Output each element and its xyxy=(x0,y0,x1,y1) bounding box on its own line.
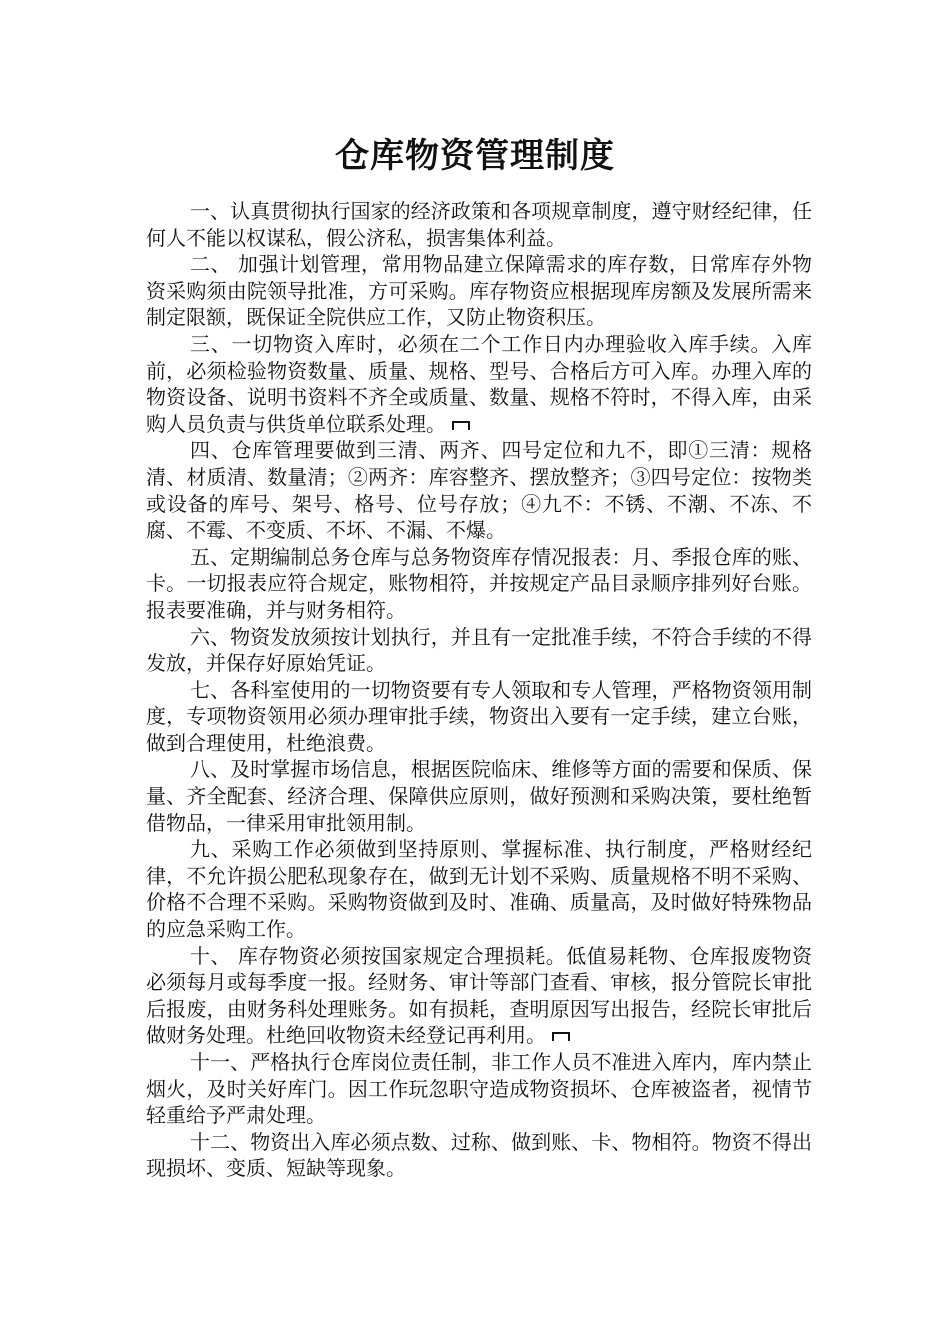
document-body xyxy=(146,198,812,1182)
clause-5-text: 五、定期编制总务仓库与总务物资库存情况报表：月、季报仓库的账、卡。一切报表应符合规定，账物相符，并按规定产品目录顺序排列好台账。报表要准确，并与财务相符。 xyxy=(146,544,812,622)
clause-6 xyxy=(146,624,812,677)
clause-8 xyxy=(146,756,812,836)
clause-5 xyxy=(146,544,812,624)
bracket-mark-icon xyxy=(552,1032,570,1041)
clause-3 xyxy=(146,331,812,437)
document-title: 仓库物资管理制度 xyxy=(335,136,615,176)
clause-1-text: 一、认真贯彻执行国家的经济政策和各项规章制度，遵守财经纪律，任何人不能以权谋私，假公济私，损害集体利益。 xyxy=(146,199,812,250)
clause-6-text: 六、物资发放须按计划执行，并且有一定批准手续，不符合手续的不得发放，并保存好原始凭证。 xyxy=(146,624,812,676)
clause-8-text: 八、及时掌握市场信息，根据医院临床、维修等方面的需要和保质、保量、齐全配套、经济合理、保障供应原则，做好预测和采购决策，要杜绝暂借物品，一律采用审批领用制。 xyxy=(146,757,812,835)
clause-9 xyxy=(146,836,812,942)
bracket-mark-icon xyxy=(452,421,470,430)
clause-2-text: 二、 加强计划管理，常用物品建立保障需求的库存数，日常库存外物资采购须由院领导批准，方可采购。库存物资应根据现库房额及发展所需来制定限额，既保证全院供应工作，又防止物资积压。 xyxy=(146,252,812,330)
clause-12 xyxy=(146,1129,812,1182)
clause-4-text: 四、仓库管理要做到三清、两齐、四号定位和九不，即①三清：规格清、材质清、数量清；②两齐：库容整齐、摆放整齐；③四号定位：按物类或设备的库号、架号、格号、位号存放；④九不：不锈、不潮、不冻、不腐、不霉、不变质、不坏、不漏、不爆。 xyxy=(146,438,812,543)
clause-10-text: 十、 库存物资必须按国家规定合理损耗。低值易耗物、仓库报废物资必须每月或每季度一报。经财务、审计等部门查看、审核，报分管院长审批后报废，由财务科处理账务。如有损耗，查明原因写出报告，经院长审批后做财务处理。杜绝回收物资未经登记再利用。 xyxy=(146,943,812,1048)
clause-7 xyxy=(146,677,812,757)
clause-10 xyxy=(146,943,812,1049)
clause-11 xyxy=(146,1049,812,1129)
clause-4 xyxy=(146,437,812,543)
clause-11-text: 十一、严格执行仓库岗位责任制，非工作人员不准进入库内，库内禁止烟火，及时关好库门。因工作玩忽职守造成物资损坏、仓库被盗者，视情节轻重给予严肃处理。 xyxy=(146,1050,812,1128)
clause-12-text: 十二、物资出入库必须点数、过称、做到账、卡、物相符。物资不得出现损坏、变质、短缺等现象。 xyxy=(146,1129,812,1181)
clause-1 xyxy=(146,198,812,251)
clause-3-text: 三、一切物资入库时，必须在二个工作日内办理验收入库手续。入库前，必须检验物资数量、质量、规格、型号、合格后方可入库。办理入库的物资设备、说明书资料不齐全或质量、数量、规格不符时，不得入库，由采购人员负责与供货单位联系处理。 xyxy=(146,331,812,436)
clause-7-text: 七、各科室使用的一切物资要有专人领取和专人管理，严格物资领用制度，专项物资领用必须办理审批手续，物资出入要有一定手续，建立台账，做到合理使用，杜绝浪费。 xyxy=(146,677,812,755)
clause-9-text: 九、采购工作必须做到坚持原则、掌握标准、执行制度，严格财经纪律，不允许损公肥私现象存在，做到无计划不采购、质量规格不明不采购、价格不合理不采购。采购物资做到及时、准确、质量高，及时做好特殊物品的应急采购工作。 xyxy=(146,837,812,942)
clause-2 xyxy=(146,251,812,331)
